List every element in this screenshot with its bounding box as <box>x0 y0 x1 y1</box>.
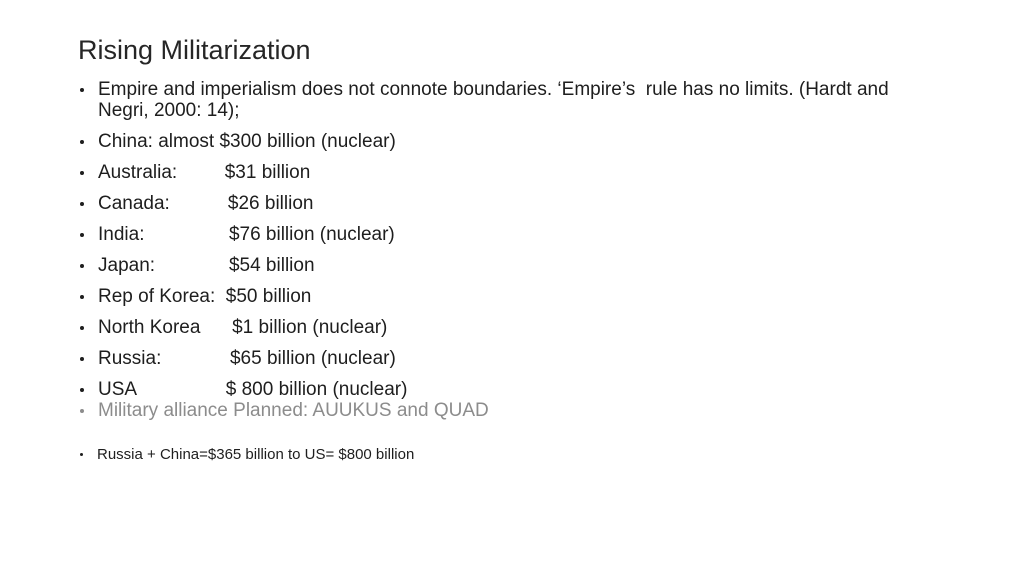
bullet-item-russia-china-total <box>78 445 958 464</box>
bullet-text: Russia + China=$365 billion to US= $800 billion <box>97 446 415 463</box>
bullet-dot-icon <box>80 264 84 268</box>
slide-title: Rising Militarization <box>78 35 311 65</box>
bullet-dot-icon <box>80 233 84 237</box>
bullet-dot-icon <box>80 202 84 206</box>
bullet-dot-icon <box>80 357 84 361</box>
bullet-item-australia <box>78 162 958 183</box>
bullet-item-india <box>78 224 958 245</box>
bullet-item-north-korea <box>78 317 958 338</box>
bullet-dot-icon <box>80 388 84 392</box>
bullet-dot-icon <box>80 140 84 144</box>
bullet-dot-icon <box>80 171 84 175</box>
bullet-text: India: $76 billion (nuclear) <box>98 224 395 245</box>
bullet-text: Japan: $54 billion <box>98 255 315 276</box>
bullet-item-russia <box>78 348 958 369</box>
bullet-text: Empire and imperialism does not connote boundaries. ‘Empire’s rule has no limits. (Hardt and Negri, 2000: 14); <box>98 79 894 121</box>
bullet-text: China: almost $300 billion (nuclear) <box>98 131 396 152</box>
bullet-item-usa <box>78 379 958 400</box>
bullet-text: Military alliance Planned: AUUKUS and QUAD <box>98 400 489 421</box>
bullet-item-japan <box>78 255 958 276</box>
bullet-text: Rep of Korea: $50 billion <box>98 286 312 307</box>
bullet-item-military-alliance <box>78 400 958 421</box>
bullet-dot-icon <box>80 88 84 92</box>
bullet-list <box>78 79 958 464</box>
bullet-text: North Korea $1 billion (nuclear) <box>98 317 388 338</box>
bullet-item-rep-of-korea <box>78 286 958 307</box>
bullet-text: Canada: $26 billion <box>98 193 314 214</box>
bullet-text: Australia: $31 billion <box>98 162 311 183</box>
bullet-dot-icon <box>80 295 84 299</box>
bullet-dot-icon <box>80 453 83 456</box>
bullet-dot-icon <box>80 409 84 413</box>
bullet-item-canada <box>78 193 958 214</box>
bullet-item-empire-quote <box>78 79 958 121</box>
bullet-dot-icon <box>80 326 84 330</box>
bullet-text: Russia: $65 billion (nuclear) <box>98 348 396 369</box>
bullet-item-china <box>78 131 958 152</box>
bullet-text: USA $ 800 billion (nuclear) <box>98 379 408 400</box>
